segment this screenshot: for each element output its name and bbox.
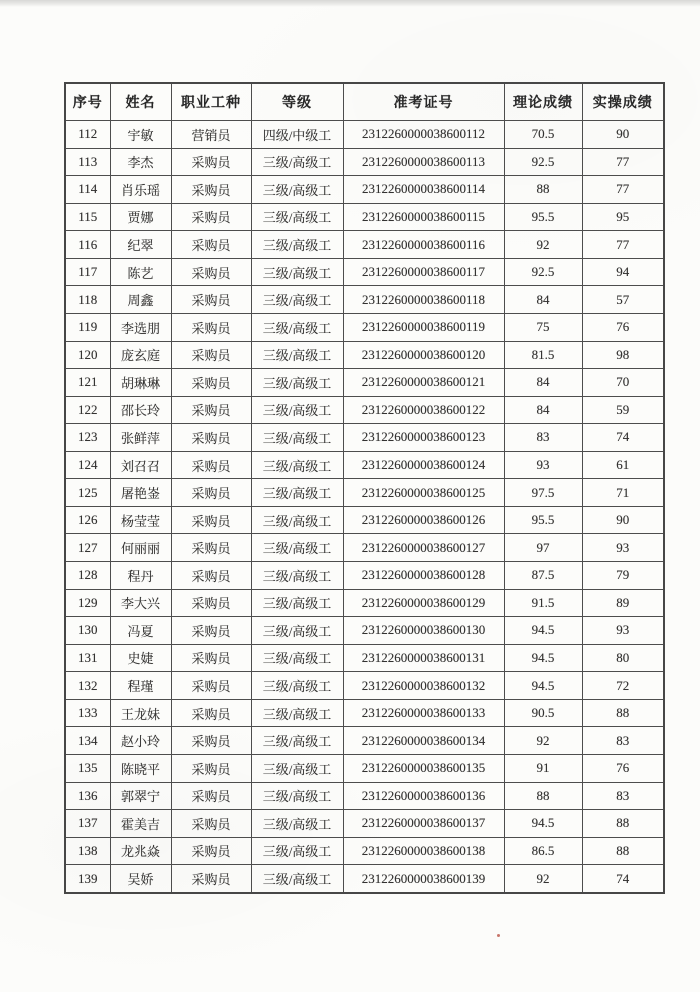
cell-ticket-number: 2312260000038600113	[343, 148, 504, 176]
cell-practical-score: 98	[582, 341, 664, 369]
cell-grade: 三级/高级工	[251, 782, 343, 810]
cell-occupation: 采购员	[171, 506, 251, 534]
cell-theory-score: 88	[504, 782, 582, 810]
cell-grade: 三级/高级工	[251, 479, 343, 507]
cell-serial: 118	[65, 286, 110, 314]
table-row	[65, 810, 664, 838]
cell-grade: 三级/高级工	[251, 286, 343, 314]
col-header-occupation: 职业工种	[171, 83, 251, 121]
cell-theory-score: 94.5	[504, 617, 582, 645]
cell-grade: 三级/高级工	[251, 341, 343, 369]
cell-name: 屠艳崟	[110, 479, 171, 507]
cell-occupation: 采购员	[171, 286, 251, 314]
cell-occupation: 采购员	[171, 699, 251, 727]
cell-serial: 117	[65, 258, 110, 286]
cell-grade: 三级/高级工	[251, 451, 343, 479]
cell-name: 何丽丽	[110, 534, 171, 562]
cell-ticket-number: 2312260000038600118	[343, 286, 504, 314]
cell-ticket-number: 2312260000038600122	[343, 396, 504, 424]
table-row	[65, 231, 664, 259]
cell-name: 刘召召	[110, 451, 171, 479]
cell-name: 周鑫	[110, 286, 171, 314]
cell-occupation: 采购员	[171, 810, 251, 838]
cell-theory-score: 92.5	[504, 258, 582, 286]
cell-theory-score: 94.5	[504, 644, 582, 672]
cell-grade: 三级/高级工	[251, 617, 343, 645]
table-row	[65, 644, 664, 672]
col-header-serial: 序号	[65, 83, 110, 121]
cell-occupation: 采购员	[171, 837, 251, 865]
cell-occupation: 采购员	[171, 396, 251, 424]
cell-theory-score: 70.5	[504, 121, 582, 149]
cell-ticket-number: 2312260000038600139	[343, 865, 504, 893]
cell-serial: 135	[65, 754, 110, 782]
cell-serial: 129	[65, 589, 110, 617]
cell-serial: 130	[65, 617, 110, 645]
cell-practical-score: 94	[582, 258, 664, 286]
cell-practical-score: 77	[582, 231, 664, 259]
table-row	[65, 313, 664, 341]
cell-serial: 115	[65, 203, 110, 231]
col-header-practical-score: 实操成绩	[582, 83, 664, 121]
cell-ticket-number: 2312260000038600112	[343, 121, 504, 149]
cell-name: 庞玄庭	[110, 341, 171, 369]
cell-serial: 116	[65, 231, 110, 259]
cell-grade: 三级/高级工	[251, 258, 343, 286]
cell-grade: 三级/高级工	[251, 589, 343, 617]
cell-occupation: 采购员	[171, 672, 251, 700]
cell-practical-score: 74	[582, 865, 664, 893]
cell-practical-score: 57	[582, 286, 664, 314]
cell-theory-score: 88	[504, 176, 582, 204]
cell-serial: 134	[65, 727, 110, 755]
cell-serial: 138	[65, 837, 110, 865]
cell-practical-score: 89	[582, 589, 664, 617]
cell-grade: 三级/高级工	[251, 837, 343, 865]
cell-occupation: 营销员	[171, 121, 251, 149]
cell-theory-score: 95.5	[504, 203, 582, 231]
cell-practical-score: 93	[582, 534, 664, 562]
table-row	[65, 148, 664, 176]
scan-speck	[497, 934, 500, 937]
table-row	[65, 672, 664, 700]
table-row	[65, 837, 664, 865]
cell-grade: 四级/中级工	[251, 121, 343, 149]
cell-occupation: 采购员	[171, 424, 251, 452]
table-header-row	[65, 83, 664, 121]
cell-ticket-number: 2312260000038600133	[343, 699, 504, 727]
cell-grade: 三级/高级工	[251, 148, 343, 176]
table-row	[65, 617, 664, 645]
cell-serial: 125	[65, 479, 110, 507]
cell-theory-score: 94.5	[504, 672, 582, 700]
cell-theory-score: 93	[504, 451, 582, 479]
table-row	[65, 396, 664, 424]
cell-theory-score: 90.5	[504, 699, 582, 727]
cell-practical-score: 77	[582, 176, 664, 204]
cell-grade: 三级/高级工	[251, 176, 343, 204]
cell-theory-score: 87.5	[504, 562, 582, 590]
cell-name: 杨莹莹	[110, 506, 171, 534]
cell-grade: 三级/高级工	[251, 506, 343, 534]
table-row	[65, 369, 664, 397]
cell-practical-score: 74	[582, 424, 664, 452]
cell-serial: 137	[65, 810, 110, 838]
cell-grade: 三级/高级工	[251, 369, 343, 397]
cell-occupation: 采购员	[171, 479, 251, 507]
cell-theory-score: 97	[504, 534, 582, 562]
cell-name: 吴娇	[110, 865, 171, 893]
cell-occupation: 采购员	[171, 727, 251, 755]
cell-practical-score: 59	[582, 396, 664, 424]
cell-ticket-number: 2312260000038600132	[343, 672, 504, 700]
cell-theory-score: 84	[504, 286, 582, 314]
cell-name: 陈晓平	[110, 754, 171, 782]
cell-theory-score: 92	[504, 231, 582, 259]
cell-practical-score: 72	[582, 672, 664, 700]
cell-serial: 136	[65, 782, 110, 810]
cell-name: 王龙妹	[110, 699, 171, 727]
cell-practical-score: 80	[582, 644, 664, 672]
cell-name: 程瑾	[110, 672, 171, 700]
cell-occupation: 采购员	[171, 451, 251, 479]
cell-ticket-number: 2312260000038600131	[343, 644, 504, 672]
cell-ticket-number: 2312260000038600120	[343, 341, 504, 369]
cell-ticket-number: 2312260000038600125	[343, 479, 504, 507]
cell-serial: 113	[65, 148, 110, 176]
cell-theory-score: 95.5	[504, 506, 582, 534]
cell-theory-score: 97.5	[504, 479, 582, 507]
cell-ticket-number: 2312260000038600117	[343, 258, 504, 286]
cell-ticket-number: 2312260000038600129	[343, 589, 504, 617]
cell-grade: 三级/高级工	[251, 699, 343, 727]
cell-theory-score: 92	[504, 727, 582, 755]
cell-ticket-number: 2312260000038600134	[343, 727, 504, 755]
cell-ticket-number: 2312260000038600124	[343, 451, 504, 479]
cell-serial: 112	[65, 121, 110, 149]
table-row	[65, 121, 664, 149]
cell-ticket-number: 2312260000038600115	[343, 203, 504, 231]
cell-serial: 131	[65, 644, 110, 672]
cell-serial: 120	[65, 341, 110, 369]
cell-ticket-number: 2312260000038600135	[343, 754, 504, 782]
cell-theory-score: 83	[504, 424, 582, 452]
cell-occupation: 采购员	[171, 203, 251, 231]
cell-theory-score: 84	[504, 396, 582, 424]
cell-practical-score: 88	[582, 837, 664, 865]
cell-practical-score: 71	[582, 479, 664, 507]
table-row	[65, 506, 664, 534]
cell-ticket-number: 2312260000038600138	[343, 837, 504, 865]
cell-grade: 三级/高级工	[251, 727, 343, 755]
cell-grade: 三级/高级工	[251, 396, 343, 424]
cell-ticket-number: 2312260000038600126	[343, 506, 504, 534]
cell-serial: 126	[65, 506, 110, 534]
cell-grade: 三级/高级工	[251, 865, 343, 893]
cell-occupation: 采购员	[171, 176, 251, 204]
cell-name: 龙兆焱	[110, 837, 171, 865]
cell-occupation: 采购员	[171, 231, 251, 259]
col-header-ticket-number: 准考证号	[343, 83, 504, 121]
cell-practical-score: 83	[582, 727, 664, 755]
cell-occupation: 采购员	[171, 148, 251, 176]
table-row	[65, 782, 664, 810]
cell-ticket-number: 2312260000038600116	[343, 231, 504, 259]
table-row	[65, 286, 664, 314]
cell-ticket-number: 2312260000038600137	[343, 810, 504, 838]
cell-name: 史婕	[110, 644, 171, 672]
cell-practical-score: 76	[582, 754, 664, 782]
cell-serial: 122	[65, 396, 110, 424]
cell-practical-score: 70	[582, 369, 664, 397]
col-header-grade: 等级	[251, 83, 343, 121]
cell-name: 邵长玲	[110, 396, 171, 424]
cell-ticket-number: 2312260000038600128	[343, 562, 504, 590]
cell-occupation: 采购员	[171, 258, 251, 286]
cell-name: 陈艺	[110, 258, 171, 286]
cell-serial: 127	[65, 534, 110, 562]
cell-grade: 三级/高级工	[251, 534, 343, 562]
cell-ticket-number: 2312260000038600123	[343, 424, 504, 452]
cell-ticket-number: 2312260000038600130	[343, 617, 504, 645]
cell-name: 程丹	[110, 562, 171, 590]
cell-serial: 139	[65, 865, 110, 893]
cell-practical-score: 95	[582, 203, 664, 231]
table-row	[65, 451, 664, 479]
cell-theory-score: 92	[504, 865, 582, 893]
cell-practical-score: 90	[582, 506, 664, 534]
cell-occupation: 采购员	[171, 644, 251, 672]
cell-serial: 114	[65, 176, 110, 204]
cell-name: 宇敏	[110, 121, 171, 149]
table-row	[65, 479, 664, 507]
cell-practical-score: 76	[582, 313, 664, 341]
cell-practical-score: 77	[582, 148, 664, 176]
table-row	[65, 176, 664, 204]
cell-serial: 121	[65, 369, 110, 397]
cell-theory-score: 75	[504, 313, 582, 341]
cell-name: 赵小玲	[110, 727, 171, 755]
cell-practical-score: 79	[582, 562, 664, 590]
table-row	[65, 534, 664, 562]
cell-occupation: 采购员	[171, 534, 251, 562]
score-table	[64, 82, 665, 894]
table-row	[65, 865, 664, 893]
cell-name: 纪翠	[110, 231, 171, 259]
cell-serial: 124	[65, 451, 110, 479]
table-row	[65, 203, 664, 231]
cell-name: 贾娜	[110, 203, 171, 231]
cell-theory-score: 91.5	[504, 589, 582, 617]
table-row	[65, 424, 664, 452]
cell-occupation: 采购员	[171, 617, 251, 645]
cell-ticket-number: 2312260000038600114	[343, 176, 504, 204]
col-header-name: 姓名	[110, 83, 171, 121]
cell-practical-score: 88	[582, 699, 664, 727]
cell-occupation: 采购员	[171, 865, 251, 893]
cell-occupation: 采购员	[171, 782, 251, 810]
cell-grade: 三级/高级工	[251, 754, 343, 782]
cell-grade: 三级/高级工	[251, 644, 343, 672]
cell-theory-score: 86.5	[504, 837, 582, 865]
cell-grade: 三级/高级工	[251, 672, 343, 700]
cell-ticket-number: 2312260000038600136	[343, 782, 504, 810]
cell-occupation: 采购员	[171, 562, 251, 590]
cell-grade: 三级/高级工	[251, 313, 343, 341]
cell-grade: 三级/高级工	[251, 231, 343, 259]
cell-theory-score: 84	[504, 369, 582, 397]
cell-name: 李选朋	[110, 313, 171, 341]
cell-grade: 三级/高级工	[251, 424, 343, 452]
cell-theory-score: 94.5	[504, 810, 582, 838]
table-body	[65, 121, 664, 894]
cell-theory-score: 92.5	[504, 148, 582, 176]
cell-serial: 119	[65, 313, 110, 341]
table-row	[65, 258, 664, 286]
cell-name: 郭翠宁	[110, 782, 171, 810]
cell-ticket-number: 2312260000038600127	[343, 534, 504, 562]
cell-practical-score: 83	[582, 782, 664, 810]
table-row	[65, 754, 664, 782]
cell-occupation: 采购员	[171, 341, 251, 369]
cell-practical-score: 61	[582, 451, 664, 479]
cell-practical-score: 90	[582, 121, 664, 149]
table-row	[65, 589, 664, 617]
cell-occupation: 采购员	[171, 313, 251, 341]
cell-occupation: 采购员	[171, 589, 251, 617]
cell-grade: 三级/高级工	[251, 810, 343, 838]
cell-name: 霍美吉	[110, 810, 171, 838]
cell-name: 胡琳琳	[110, 369, 171, 397]
table-row	[65, 562, 664, 590]
cell-name: 李大兴	[110, 589, 171, 617]
cell-practical-score: 88	[582, 810, 664, 838]
cell-grade: 三级/高级工	[251, 203, 343, 231]
cell-occupation: 采购员	[171, 369, 251, 397]
cell-serial: 128	[65, 562, 110, 590]
cell-serial: 132	[65, 672, 110, 700]
cell-occupation: 采购员	[171, 754, 251, 782]
cell-serial: 133	[65, 699, 110, 727]
cell-practical-score: 93	[582, 617, 664, 645]
col-header-theory-score: 理论成绩	[504, 83, 582, 121]
cell-serial: 123	[65, 424, 110, 452]
cell-theory-score: 81.5	[504, 341, 582, 369]
table-row	[65, 699, 664, 727]
cell-name: 肖乐瑶	[110, 176, 171, 204]
cell-name: 张鲜萍	[110, 424, 171, 452]
cell-name: 冯夏	[110, 617, 171, 645]
cell-grade: 三级/高级工	[251, 562, 343, 590]
cell-name: 李杰	[110, 148, 171, 176]
cell-theory-score: 91	[504, 754, 582, 782]
scan-edge-artifact	[0, 0, 700, 7]
table-row	[65, 727, 664, 755]
cell-ticket-number: 2312260000038600121	[343, 369, 504, 397]
table-row	[65, 341, 664, 369]
cell-ticket-number: 2312260000038600119	[343, 313, 504, 341]
